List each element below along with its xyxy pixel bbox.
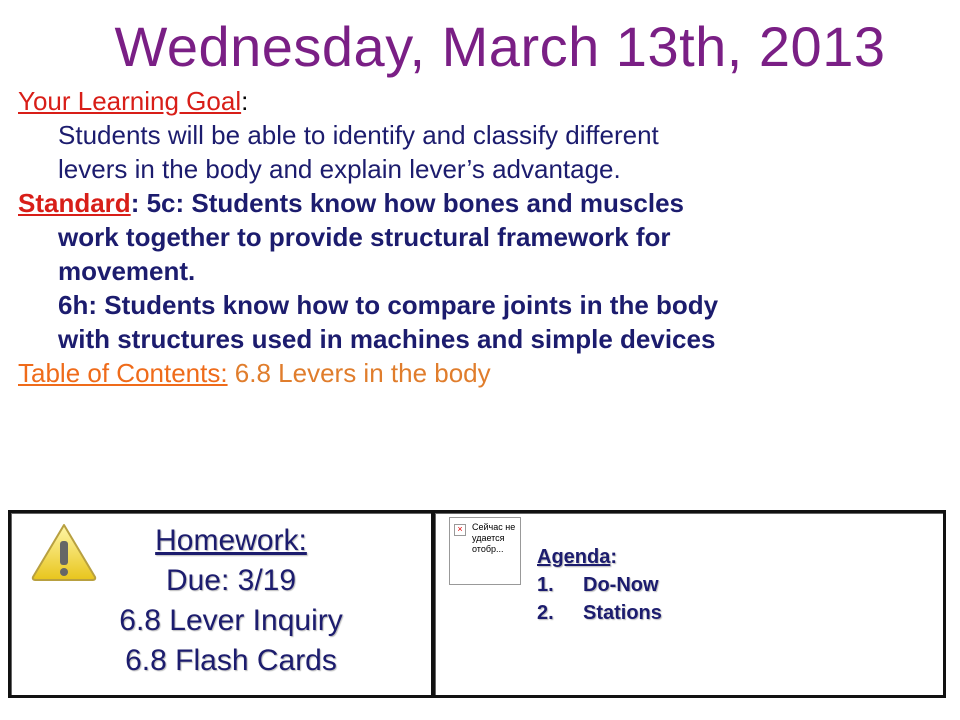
broken-image-placeholder xyxy=(449,517,521,585)
agenda-item-number: 1. xyxy=(537,574,554,596)
agenda-item-label: Stations xyxy=(583,602,662,624)
agenda-box xyxy=(432,510,946,698)
homework-text xyxy=(11,521,431,681)
goal-heading xyxy=(18,84,948,118)
standard-line-3: movement. xyxy=(58,256,196,286)
goal-line-1: Students will be able to identify and classify different xyxy=(58,120,659,150)
homework-due: Due: 3/19 xyxy=(165,564,297,597)
agenda-item xyxy=(537,571,662,599)
standard-line-1 xyxy=(18,186,948,220)
standard-line-5: with structures used in machines and simple devices xyxy=(58,324,716,354)
homework-box xyxy=(8,510,434,698)
toc-text: 6.8 Levers in the body xyxy=(227,358,491,388)
homework-title: Homework: xyxy=(155,524,307,557)
goal-label: Your Learning Goal xyxy=(18,86,242,116)
broken-image-caption: Сейчас не удается отобр... xyxy=(472,522,516,554)
standard-text-1: : 5c: Students know how bones and muscles xyxy=(130,188,684,218)
broken-image-icon: × xyxy=(454,524,466,536)
standard-line-4: 6h: Students know how to compare joints in the body xyxy=(58,290,719,320)
goal-colon: : xyxy=(241,86,249,116)
agenda-title: Agenda xyxy=(537,546,611,568)
standard-line-2: work together to provide structural framework for xyxy=(58,222,671,252)
agenda-heading xyxy=(537,543,662,571)
agenda-item xyxy=(537,599,662,627)
agenda-item-label: Do-Now xyxy=(583,574,659,596)
toc-line xyxy=(18,356,948,390)
homework-item-2: 6.8 Flash Cards xyxy=(125,644,337,677)
toc-label: Table of Contents: xyxy=(18,358,228,388)
lesson-info xyxy=(18,84,948,390)
standard-label: Standard xyxy=(18,188,131,218)
homework-item-1: 6.8 Lever Inquiry xyxy=(119,604,343,637)
agenda-item-number: 2. xyxy=(537,602,554,624)
goal-line-2: levers in the body and explain lever’s advantage. xyxy=(58,154,621,184)
agenda xyxy=(537,543,662,627)
agenda-colon: : xyxy=(610,546,618,568)
page-title: Wednesday, March 13th, 2013 xyxy=(114,15,886,78)
